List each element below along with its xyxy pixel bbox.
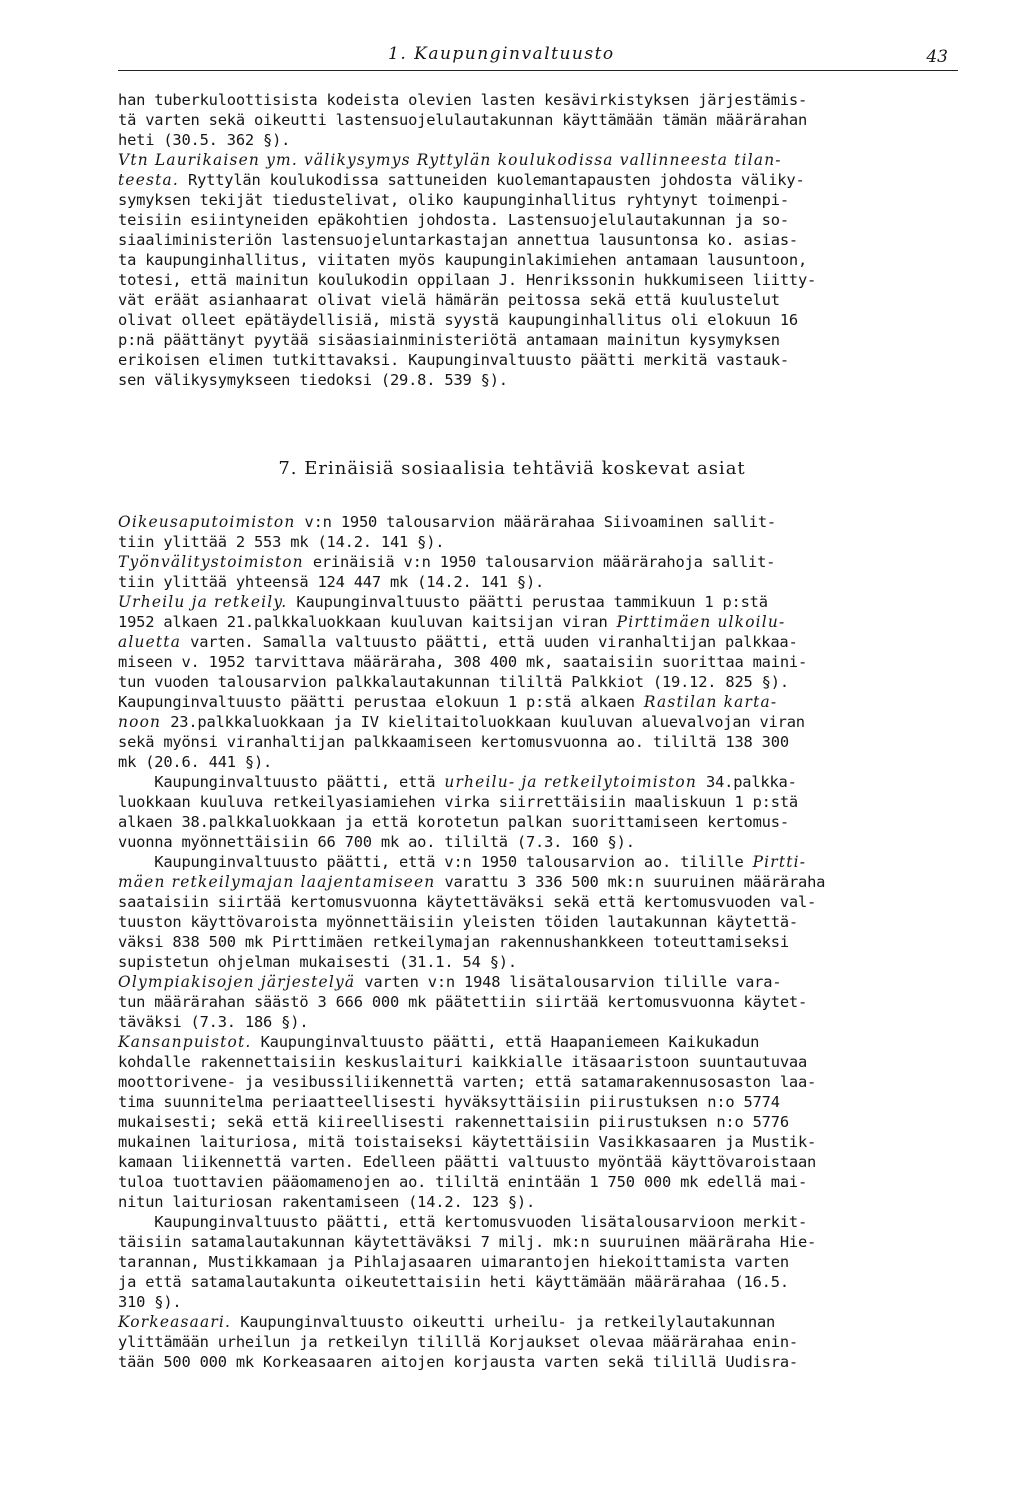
- italic-term: noon: [118, 713, 162, 731]
- text-segment: kohdalle rakennettaisiin keskuslaituri kaikkialle itäsaaristoon suuntautuvaa: [118, 1053, 808, 1071]
- text-segment: miseen v. 1952 tarvittava määräraha, 308 400 mk, saataisiin suorittaa maini-: [118, 653, 808, 671]
- text-line: [118, 972, 948, 992]
- text-line: [118, 190, 948, 210]
- text-line: [118, 1292, 948, 1312]
- italic-term: Oikeusaputoimiston: [118, 513, 296, 531]
- text-segment: tä varten sekä oikeutti lastensuojelulautakunnan käyttämään tämän määrärahan: [118, 111, 808, 129]
- text-line: [118, 290, 948, 310]
- text-line: [118, 672, 948, 692]
- text-segment: tun määrärahan säästö 3 666 000 mk päätettiin siirtää kertomusvuonna käytet-: [118, 993, 808, 1011]
- text-line: [118, 612, 948, 632]
- text-segment: nitun laituriosan rakentamiseen (14.2. 123 §).: [118, 1193, 536, 1211]
- text-segment: moottorivene- ja vesibussiliikennettä varten; että satamarakennusosaston laa-: [118, 1073, 817, 1091]
- italic-term: Urheilu ja retkeily.: [118, 593, 288, 611]
- italic-term: Rastilan karta-: [643, 693, 778, 711]
- text-segment: 1952 alkaen 21.palkkaluokkaan kuuluvan kaitsijan viran: [118, 613, 617, 631]
- text-line: [118, 270, 948, 290]
- italic-term: Vtn Laurikaisen ym. välikysymys Ryttylän koulukodissa vallinneesta tilan-: [118, 151, 782, 169]
- text-segment: heti (30.5. 362 §).: [118, 131, 291, 149]
- text-segment: erinäisiä v:n 1950 talousarvion määrärahoja sallit-: [303, 553, 776, 571]
- section-7-text: [118, 512, 948, 1372]
- text-segment: väksi 838 500 mk Pirttimäen retkeilymajan rakennushankkeen toteuttamiseksi: [118, 933, 789, 951]
- text-line: [118, 1052, 948, 1072]
- text-line: [118, 1312, 948, 1332]
- text-line: [118, 150, 948, 170]
- text-line: [118, 250, 948, 270]
- text-line: [118, 512, 948, 532]
- text-segment: täväksi (7.3. 186 §).: [118, 1013, 309, 1031]
- italic-term: urheilu- ja retkeilytoimiston: [444, 773, 697, 791]
- text-line: [118, 90, 948, 110]
- text-segment: luokkaan kuuluva retkeilyasiamiehen virka siirrettäisiin maaliskuun 1 p:stä: [118, 793, 798, 811]
- text-segment: 23.palkkaluokkaan ja IV kielitaitoluokkaan kuuluvan aluevalvojan viran: [161, 713, 805, 731]
- running-header: [118, 44, 958, 71]
- text-segment: kamaan liikennettä varten. Edelleen päätti valtuusto myöntää käyttövaroistaan: [118, 1153, 817, 1171]
- text-segment: sekä myönsi viranhaltijan palkkaamiseen kertomusvuonna ao. tililtä 138 300: [118, 733, 789, 751]
- text-line: [118, 812, 948, 832]
- text-line: [118, 832, 948, 852]
- text-segment: tiin ylittää 2 553 mk (14.2. 141 §).: [118, 533, 445, 551]
- text-line: [118, 1352, 948, 1372]
- italic-term: Kansanpuistot.: [118, 1033, 252, 1051]
- text-segment: varattu 3 336 500 mk:n suuruinen määräraha: [435, 873, 826, 891]
- text-segment: olivat olleet epätäydellisiä, mistä syystä kaupunginhallitus oli elokuun 16: [118, 311, 798, 329]
- text-segment: tuuston käyttövaroista myönnettäisiin yleisten töiden lautakunnan käytettä-: [118, 913, 798, 931]
- text-segment: tään 500 000 mk Korkeasaaren aitojen korjausta varten sekä tilillä Uudisra-: [118, 1353, 798, 1371]
- header-title: 1. Kaupunginvaltuusto: [388, 44, 615, 64]
- text-segment: p:nä päättänyt pyytää sisäasiainministeriötä antamaan mainitun kysymyksen: [118, 331, 780, 349]
- text-segment: tun vuoden talousarvion palkkalautakunnan tililtä Palkkiot (19.12. 825 §).: [118, 673, 789, 691]
- text-segment: Kaupunginvaltuusto päätti perustaa tammikuun 1 p:stä: [287, 593, 768, 611]
- text-segment: han tuberkuloottisista kodeista olevien lasten kesävirkistyksen järjestämis-: [118, 91, 808, 109]
- text-line: [118, 110, 948, 130]
- text-segment: ta kaupunginhallitus, viitaten myös kaupunginlakimiehen antamaan lausuntoon,: [118, 251, 808, 269]
- text-line: [118, 1212, 948, 1232]
- text-segment: ylittämään urheilun ja retkeilyn tilillä Korjaukset olevaa määrärahaa enin-: [118, 1333, 798, 1351]
- text-line: [118, 732, 948, 752]
- text-line: [118, 532, 948, 552]
- text-line: [118, 170, 948, 190]
- text-segment: Kaupunginvaltuusto päätti perustaa elokuun 1 p:stä alkaen: [118, 693, 644, 711]
- text-segment: mk (20.6. 441 §).: [118, 753, 273, 771]
- italic-term: Korkeasaari.: [118, 1313, 232, 1331]
- text-segment: alkaen 38.palkkaluokkaan ja että korotetun palkan suorittamiseen kertomus-: [118, 813, 789, 831]
- text-line: [118, 1332, 948, 1352]
- text-segment: mukainen laituriosa, mitä toistaiseksi käytettäisiin Vasikkasaaren ja Mustik-: [118, 1133, 817, 1151]
- text-line: [118, 712, 948, 732]
- text-segment: Kaupunginvaltuusto oikeutti urheilu- ja retkeilylautakunnan: [231, 1313, 776, 1331]
- text-segment: Kaupunginvaltuusto päätti, että kertomusvuoden lisätalousarvioon merkit-: [118, 1213, 808, 1231]
- text-line: [118, 1032, 948, 1052]
- text-line: [118, 792, 948, 812]
- text-line: [118, 1072, 948, 1092]
- text-line: [118, 872, 948, 892]
- text-segment: tiin ylittää yhteensä 124 447 mk (14.2. 141 §).: [118, 573, 545, 591]
- text-line: [118, 230, 948, 250]
- text-line: [118, 1192, 948, 1212]
- page-number: 43: [926, 47, 948, 67]
- text-segment: supistetun ohjelman mukaisesti (31.1. 54 §).: [118, 953, 517, 971]
- text-line: [118, 632, 948, 652]
- text-line: [118, 330, 948, 350]
- text-segment: Ryttylän koulukodissa sattuneiden kuolemantapausten johdosta väliky-: [178, 171, 805, 189]
- text-line: [118, 892, 948, 912]
- text-line: [118, 1252, 948, 1272]
- text-line: [118, 1152, 948, 1172]
- text-segment: Kaupunginvaltuusto päätti, että Haapaniemeen Kaikukadun: [251, 1033, 760, 1051]
- text-line: [118, 370, 948, 390]
- text-line: [118, 772, 948, 792]
- text-line: [118, 350, 948, 370]
- text-segment: mukaisesti; sekä että kiireellisesti rakennettaisiin piirustuksen n:o 5776: [118, 1113, 789, 1131]
- text-line: [118, 1112, 948, 1132]
- text-segment: Kaupunginvaltuusto päätti, että v:n 1950 talousarvion ao. tilille: [118, 853, 753, 871]
- text-segment: varten. Samalla valtuusto päätti, että uuden viranhaltijan palkkaa-: [181, 633, 798, 651]
- italic-term: Työnvälitystoimiston: [118, 553, 304, 571]
- italic-term: teesta.: [118, 171, 179, 189]
- text-segment: 310 §).: [118, 1293, 182, 1311]
- text-segment: symyksen tekijät tiedustelivat, oliko kaupunginhallitus ryhtynyt toimenpi-: [118, 191, 789, 209]
- text-segment: v:n 1950 talousarvion määrärahaa Siivoaminen sallit-: [295, 513, 776, 531]
- text-line: [118, 952, 948, 972]
- text-line: [118, 912, 948, 932]
- section-1-text: [118, 90, 948, 390]
- text-line: [118, 992, 948, 1012]
- text-line: [118, 932, 948, 952]
- italic-term: mäen retkeilymajan laajentamiseen: [118, 873, 436, 891]
- text-line: [118, 852, 948, 872]
- text-line: [118, 310, 948, 330]
- text-segment: erikoisen elimen tutkittavaksi. Kaupunginvaltuusto päätti merkitä vastauk-: [118, 351, 789, 369]
- text-segment: tuloa tuottavien pääomamenojen ao. tililtä enintään 1 750 000 mk edellä mai-: [118, 1173, 808, 1191]
- text-segment: totesi, että mainitun koulukodin oppilaan J. Henrikssonin hukkumiseen liitty-: [118, 271, 817, 289]
- text-line: [118, 1092, 948, 1112]
- text-segment: Kaupunginvaltuusto päätti, että: [118, 773, 445, 791]
- text-line: [118, 652, 948, 672]
- text-segment: täisiin satamalautakunnan käytettäväksi 7 milj. mk:n suuruinen määräraha Hie-: [118, 1233, 817, 1251]
- text-segment: teisiin esiintyneiden epäkohtien johdosta. Lastensuojelulautakunnan ja so-: [118, 211, 789, 229]
- text-line: [118, 1132, 948, 1152]
- italic-term: Olympiakisojen järjestelyä: [118, 973, 356, 991]
- text-line: [118, 210, 948, 230]
- text-line: [118, 552, 948, 572]
- text-segment: vät eräät asianhaarat olivat vielä hämärän peitossa sekä että kuulustelut: [118, 291, 780, 309]
- text-line: [118, 1272, 948, 1292]
- text-line: [118, 592, 948, 612]
- text-line: [118, 1012, 948, 1032]
- text-segment: ja että satamalautakunta oikeutettaisiin heti käyttämään määrärahaa (16.5.: [118, 1273, 789, 1291]
- text-line: [118, 572, 948, 592]
- text-segment: sen välikysymykseen tiedoksi (29.8. 539 §).: [118, 371, 508, 389]
- text-line: [118, 1232, 948, 1252]
- text-segment: tarannan, Mustikkamaan ja Pihlajasaaren uimarantojen hiekoittamista varten: [118, 1253, 789, 1271]
- text-segment: vuonna myönnettäisiin 66 700 mk ao. tililtä (7.3. 160 §).: [118, 833, 635, 851]
- text-segment: saataisiin siirtää kertomusvuonna käytettäväksi sekä että kertomusvuoden val-: [118, 893, 817, 911]
- text-line: [118, 130, 948, 150]
- section-7-heading: 7. Erinäisiä sosiaalisia tehtäviä koskevat asiat: [278, 458, 746, 479]
- text-line: [118, 692, 948, 712]
- text-segment: 34.palkka-: [696, 773, 797, 791]
- italic-term: Pirttimäen ulkoilu-: [616, 613, 786, 631]
- text-segment: siaaliministeriön lastensuojeluntarkastajan annettua lausuntonsa ko. asias-: [118, 231, 798, 249]
- italic-term: Pirtti-: [752, 853, 807, 871]
- text-line: [118, 752, 948, 772]
- italic-term: aluetta: [118, 633, 182, 651]
- text-segment: varten v:n 1948 lisätalousarvion tilille vara-: [355, 973, 782, 991]
- text-segment: tima suunnitelma periaatteellisesti hyväksyttäisiin piirustuksen n:o 5774: [118, 1093, 780, 1111]
- text-line: [118, 1172, 948, 1192]
